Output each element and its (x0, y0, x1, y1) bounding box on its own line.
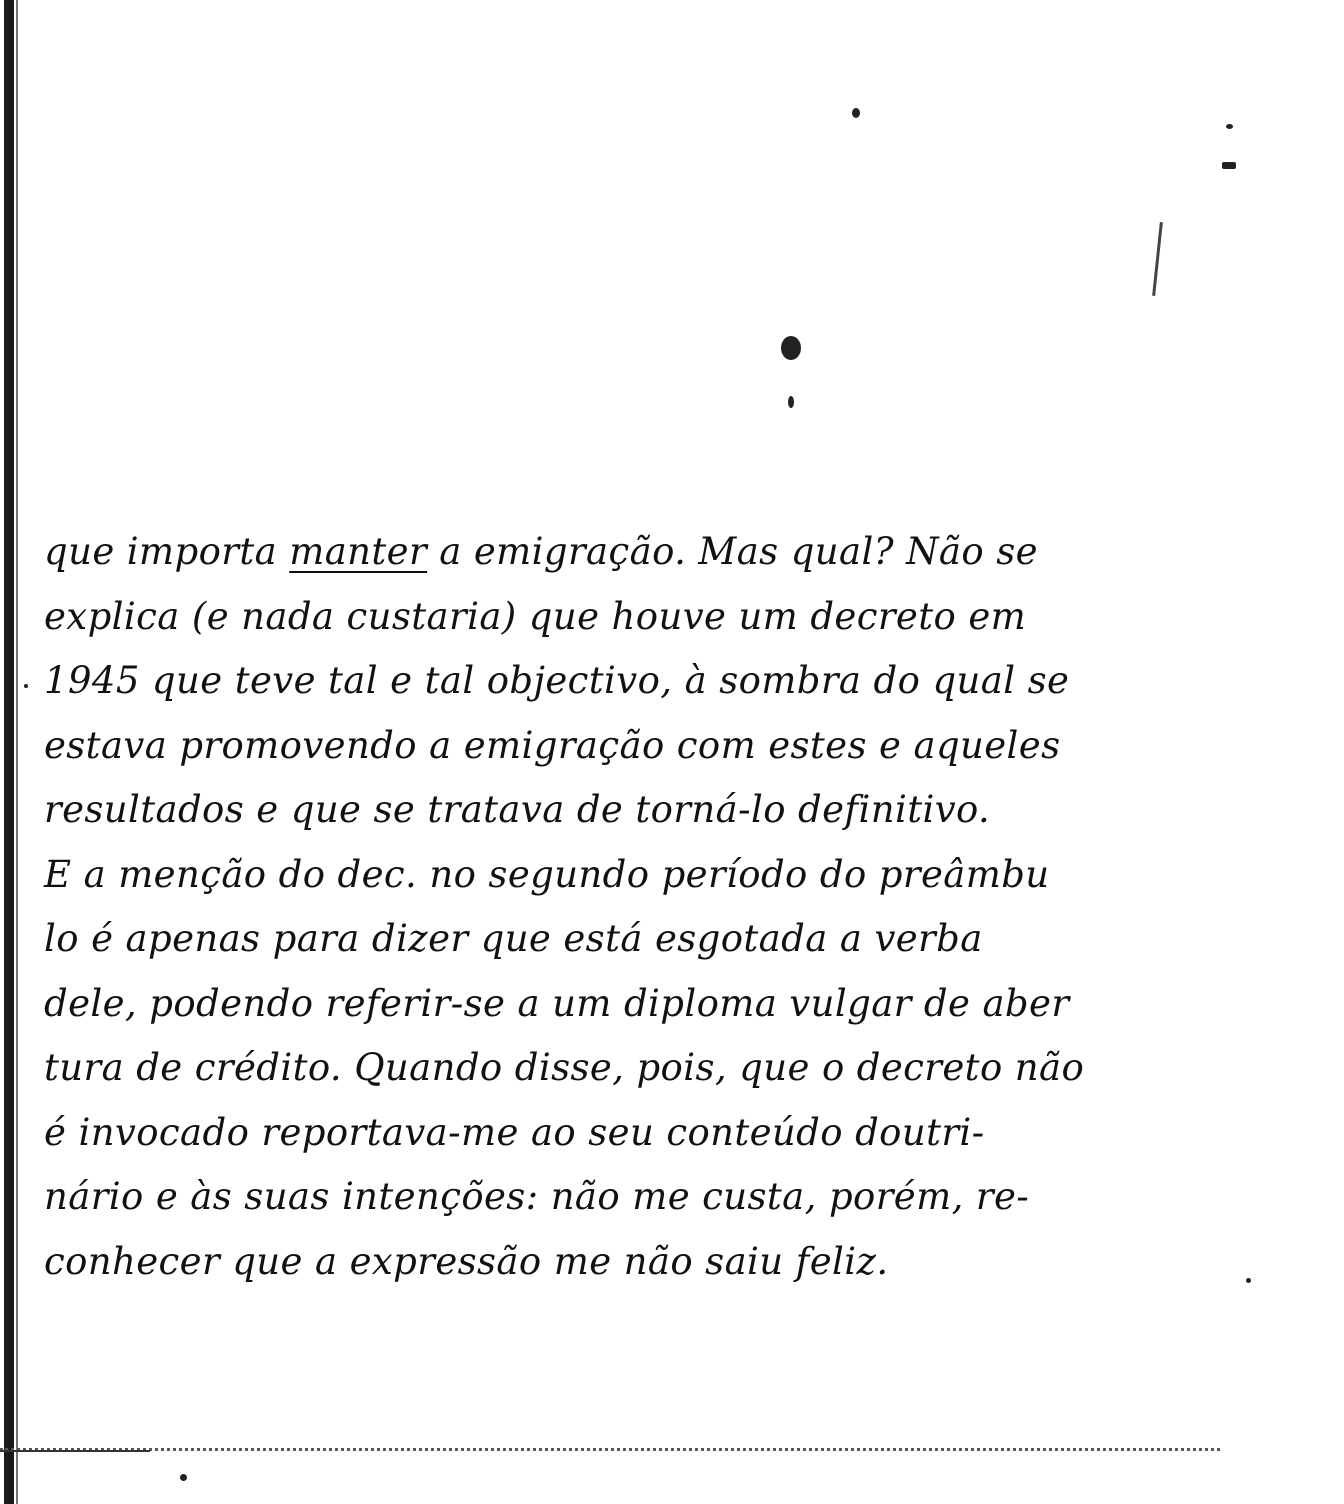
scanned-binding-edge (4, 0, 14, 1504)
handwritten-text (44, 520, 1234, 1294)
manuscript-line: explica (e nada custaria) que houve um decreto em (44, 594, 1027, 638)
manuscript-line: nário e às suas intenções: não me custa, porém, re- (44, 1175, 1030, 1218)
scan-speck (1226, 124, 1233, 129)
scan-speck (1222, 162, 1236, 169)
scan-speck (781, 336, 801, 360)
manuscript-line: que importa manter a emigração. Mas qual? Não se (44, 530, 1038, 573)
manuscript-line: dele, podendo referir-se a um diploma vulgar de aber (44, 981, 1070, 1025)
manuscript-line: resultados e que se tratava de torná-lo definitivo. (44, 788, 991, 831)
underlined-word: manter (289, 530, 428, 573)
scan-bottom-border (0, 1448, 1220, 1451)
scan-speck (24, 684, 28, 688)
scan-speck (852, 108, 860, 118)
scan-speck (1246, 1278, 1251, 1283)
manuscript-line: tura de crédito. Quando disse, pois, que o decreto não (44, 1046, 1085, 1089)
scan-bottom-border-solid (0, 1450, 150, 1452)
scan-speck (180, 1474, 187, 1481)
scan-scratch (1152, 222, 1163, 296)
manuscript-line: E a menção do dec. no segundo período do preâmbu (44, 852, 1050, 896)
manuscript-line: estava promovendo a emigração com estes e aqueles (44, 723, 1061, 767)
scan-speck (788, 396, 794, 408)
manuscript-line: lo é apenas para dizer que está esgotada a verba (44, 917, 983, 960)
manuscript-line: 1945 que teve tal e tal objectivo, à sombra do qual se (44, 659, 1070, 702)
manuscript-line: conhecer que a expressão me não saiu feliz. (44, 1239, 889, 1283)
scanned-binding-shadow (16, 0, 18, 1504)
manuscript-line: é invocado reportava-me ao seu conteúdo doutri- (44, 1110, 985, 1154)
